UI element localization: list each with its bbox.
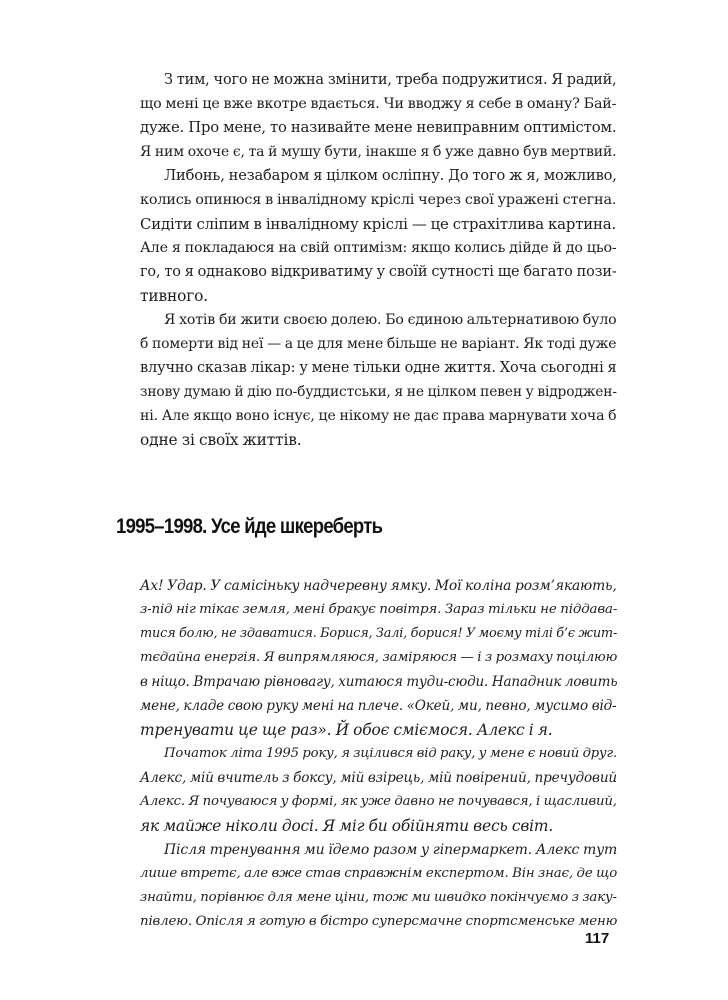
text-line: Початок літа 1995 року, я зцілився від раку, у мене є новий друг. [164, 746, 618, 761]
text-line: одне зі своїх життів. [140, 431, 302, 449]
text-line: лише втретє, але вже став справжнім експертом. Він знає, де що [140, 866, 618, 881]
text-line: з-під ніг тікає земля, мені бракує повітря. Зараз тільки не піддава- [140, 602, 618, 617]
text-line: в ніщо. Втрачаю рівновагу, хитаюся туди-сюди. Нападник ловить [140, 674, 618, 690]
text-line: мене, кладе свою руку мені на плече. «Окей, ми, певно, мусимо від- [140, 698, 617, 714]
text-line: знову думаю й дію по-буддистськи, я не цілком певен у відроджен- [140, 384, 617, 400]
paragraph-1 [116, 68, 616, 164]
paragraph-5 [116, 742, 616, 838]
text-line: знайти, порівнює для мене ціни, тож ми швидко покінчуємо з заку- [140, 890, 617, 905]
text-line: Я ним охоче є, та й мушу бути, інакше я б уже давно був мертвий. [140, 144, 617, 160]
text-line: що мені це вже вкотре вдається. Чи вводжу я себе в оману? Бай- [140, 96, 617, 112]
text-line: Після тренування ми їдемо разом у гіпермаркет. Алекс тут [164, 842, 618, 858]
section-two-body [116, 574, 616, 934]
text-line: колись опинюся в інвалідному кріслі через свої уражені стегна. [140, 192, 617, 208]
section-heading: 1995–1998. Усе йде шкереберть [116, 515, 383, 538]
paragraph-2 [116, 164, 616, 308]
text-line: Але я покладаюся на свій оптимізм: якщо колись дійде й до цьо- [140, 240, 617, 256]
text-line: тренувати це ще раз». Й обоє сміємося. Алекс і я. [140, 721, 553, 739]
text-line: Сидіти сліпим в інвалідному кріслі — це страхітлива картина. [140, 215, 617, 233]
page-number: 117 [585, 930, 610, 947]
paragraph-3 [116, 308, 616, 452]
text-line: Либонь, незабаром я цілком осліпну. До того ж я, можливо, [164, 167, 617, 184]
text-line: тєдайна енергія. Я випрямляюся, заміряюся — і з розмаху поцілюю [140, 650, 618, 665]
text-line: влучно сказав лікар: у мене тільки одне життя. Хоча сьогодні я [140, 360, 617, 376]
text-line: дуже. Про мене, то називайте мене невиправним оптимістом. [140, 119, 617, 136]
text-line: Я хотів би жити своєю долею. Бо єдиною альтернативою було [164, 312, 617, 328]
text-line: тися болю, не здаватися. Борися, Залі, борися! У моєму тілі б’є жит- [140, 626, 618, 641]
text-line: тивного. [140, 287, 208, 305]
text-line: Алекс, мій вчитель з боксу, мій взірець, мій повірений, пречудовий [140, 770, 618, 786]
text-line: б померти від неї — а це для мене більше не варіант. Як тоді дуже [140, 336, 617, 352]
text-line: півлею. Опісля я готую в бістро суперсмачне спортсменське меню [140, 914, 618, 929]
paragraph-6 [116, 838, 616, 934]
section-one-body [116, 68, 616, 452]
text-line: го, то я однаково відкриватиму у своїй сутності ще багато пози- [140, 264, 617, 280]
text-line: ні. Але якщо воно існує, це нікому не дає права марнувати хоча б [140, 408, 617, 424]
text-line: Алекс. Я почуваюся у формі, як уже давно не почувався, і щасливий, [140, 794, 617, 809]
text-line: З тим, чого не можна змінити, треба подружитися. Я радий, [164, 72, 617, 88]
text-line: Ах! Удар. У самісіньку надчеревну ямку. Мої коліна розм’якають, [140, 578, 617, 594]
text-line: як майже ніколи досі. Я міг би обійняти весь світ. [140, 817, 554, 835]
paragraph-4 [116, 574, 616, 742]
